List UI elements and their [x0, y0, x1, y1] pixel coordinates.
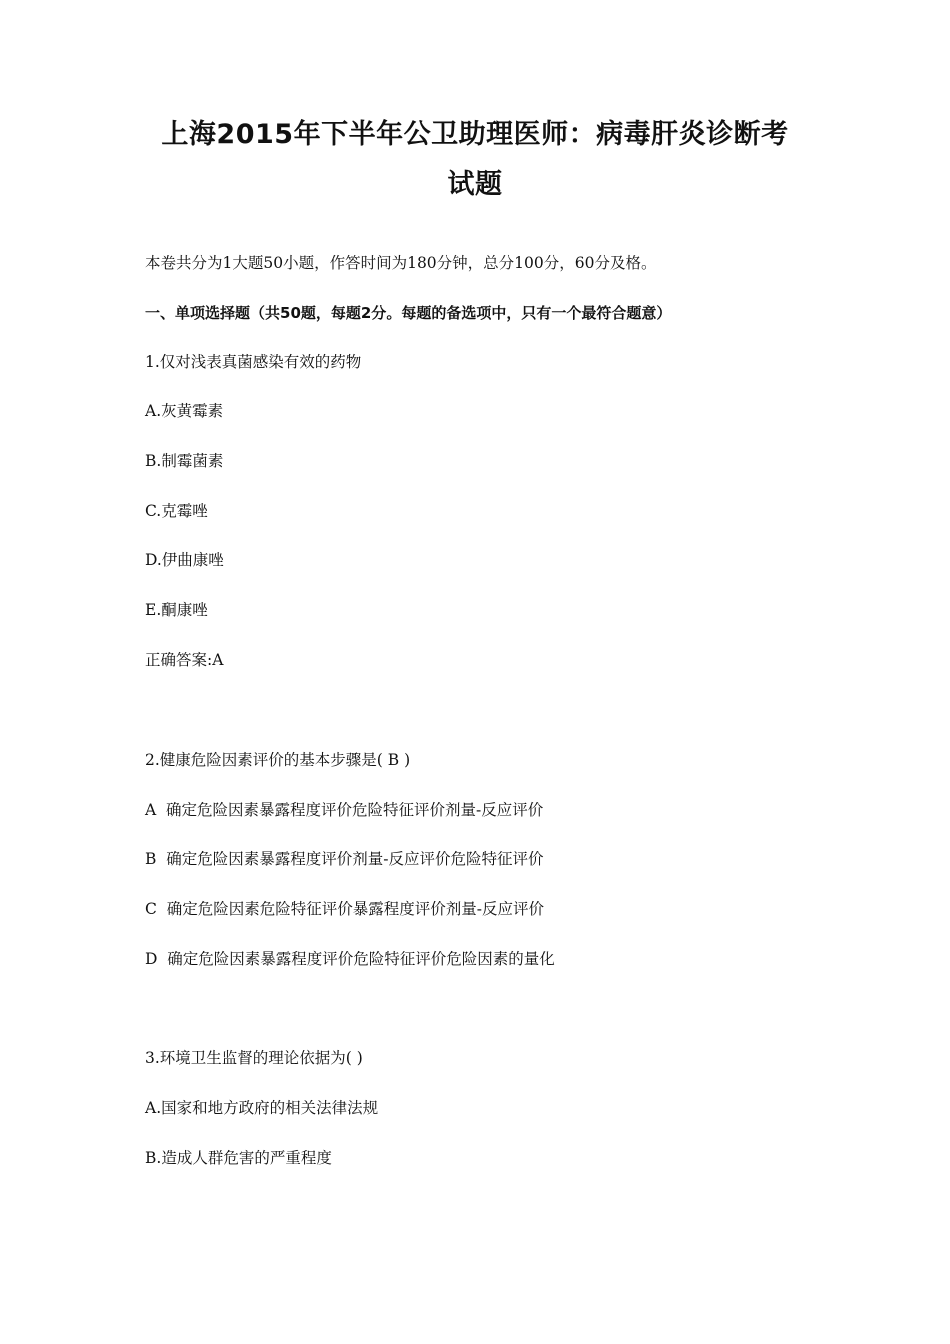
question-2-option-a: A 确定危险因素暴露程度评价危险特征评价剂量-反应评价 [145, 801, 544, 819]
question-2-option-b: B 确定危险因素暴露程度评价剂量-反应评价危险特征评价 [145, 850, 544, 868]
question-3-stem: 3.环境卫生监督的理论依据为( ) [145, 1049, 363, 1067]
question-1-stem: 1.仅对浅表真菌感染有效的药物 [145, 353, 362, 371]
document-title-line-1: 上海2015年下半年公卫助理医师：病毒肝炎诊断考 [161, 119, 789, 150]
question-2-option-d: D 确定危险因素暴露程度评价危险特征评价危险因素的量化 [145, 950, 555, 968]
question-2-option-c: C 确定危险因素危险特征评价暴露程度评价剂量-反应评价 [145, 900, 544, 918]
question-1-answer: 正确答案:A [145, 651, 224, 669]
section-heading: 一、单项选择题（共50题，每题2分。每题的备选项中，只有一个最符合题意） [145, 304, 672, 322]
document-title-line-2: 试题 [447, 169, 503, 200]
question-1-option-e: E.酮康唑 [145, 601, 208, 619]
question-3-option-b: B.造成人群危害的严重程度 [145, 1149, 332, 1167]
question-1-option-b: B.制霉菌素 [145, 452, 224, 470]
question-3-option-a: A.国家和地方政府的相关法律法规 [145, 1099, 379, 1117]
question-2-stem: 2.健康危险因素评价的基本步骤是( B ) [145, 751, 411, 769]
exam-intro: 本卷共分为1大题50小题，作答时间为180分钟，总分100分，60分及格。 [145, 254, 657, 272]
question-1-option-c: C.克霉唑 [145, 502, 208, 520]
question-1-option-d: D.伊曲康唑 [145, 551, 224, 569]
question-1-option-a: A.灰黄霉素 [145, 402, 224, 420]
